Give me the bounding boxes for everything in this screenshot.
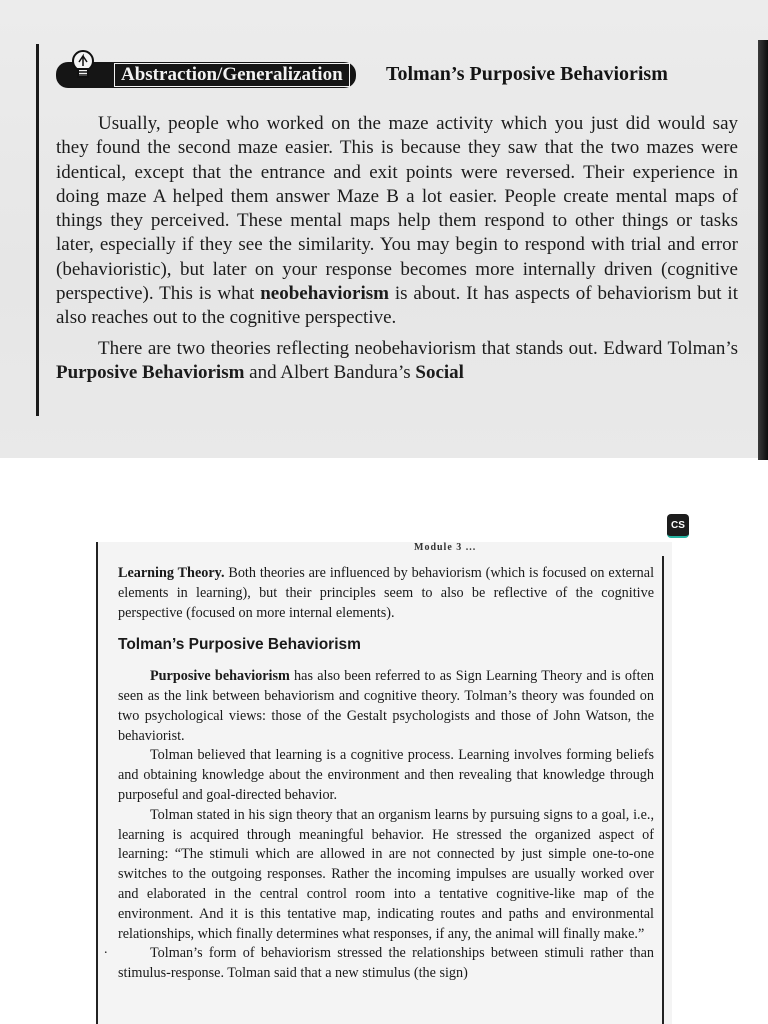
running-head: Module 3 ... <box>414 542 477 553</box>
top-page-scan <box>0 0 768 458</box>
paragraph <box>118 667 654 746</box>
paragraph <box>118 564 654 623</box>
page-edge-shadow <box>758 40 768 460</box>
bottom-body-text <box>104 564 655 984</box>
paragraph-text: There are two theories reflecting neobehaviorism that stands out. Edward Tolman’s <box>98 337 738 359</box>
paragraph-text: is about. It has aspects of behaviorism but it also reaches out to the cognitive perspective. <box>56 283 738 329</box>
lightbulb-icon <box>68 48 98 82</box>
bottom-page-scan <box>96 542 672 1024</box>
paragraph-text: Usually, people who worked on the maze activity which you just did would say they found the second maze easier. This is because they saw that the two mazes were identical, except that the entrance and exit points were reversed. Their experience in doing maze A helped them answer Maze B a lot easier. People create mental maps of things they perceived. These mental maps help them respond to other things or tasks later, especially if they see the similarity. You may begin to respond with trial and error (behavioristic), but later on your response becomes more internally driven (cognitive perspective). This is what <box>56 113 738 305</box>
paragraph-text: Both theories are influenced by behaviorism (which is focused on external elements in learning), but their principles seem to also be reflective of the cognitive perspective (focused on more internal elements). <box>118 565 655 621</box>
section-header <box>56 58 746 90</box>
section-label-pill <box>56 62 356 88</box>
top-body-text <box>56 112 738 385</box>
section-title: Tolman’s Purposive Behaviorism <box>386 63 668 85</box>
bold-term: Social <box>415 361 464 383</box>
paragraph: Tolman stated in his sign theory that an organism learns by pursuing signs to a goal, i.e., learning is acquired through meaningful behavior. He stressed the organized aspect of learning: “The stimuli which are allowed in are not connected by just simple one-to-one switches to the outgoing responses. Rather the incoming impulses are usually worked over and elaborated in the central control room into a tentative cognitive-like map of the environment. And it is this tentative map, indicating routes and paths and environmental relationships, which finally determines what responses, if any, the animal will finally make.” <box>118 806 654 942</box>
right-margin-rule <box>662 556 664 1024</box>
paragraph <box>56 112 738 331</box>
paragraph: Tolman’s form of behaviorism stressed the relationships between stimuli rather than stimulus-response. Tolman said that a new stimulus (the sign) <box>118 945 654 982</box>
bold-term: Learning Theory. <box>118 565 225 581</box>
left-margin-rule <box>36 44 39 416</box>
bold-term: Purposive Behaviorism <box>56 361 245 383</box>
section-label: Abstraction/Generalization <box>114 63 350 87</box>
section-heading: Tolman’s Purposive Behaviorism <box>118 636 361 654</box>
camscanner-logo: CS <box>667 514 689 538</box>
paragraph <box>56 337 738 386</box>
paragraph-text: has also been referred to as Sign Learning Theory and is often seen as the link between behaviorism and cognitive theory. Tolman’s theory was founded on two psychological views: those of the Gestalt psychologists and those of John Watson, the behaviorist. <box>118 668 654 744</box>
margin-dot: . <box>104 942 108 957</box>
left-margin-rule <box>96 542 98 1024</box>
paragraph: Tolman believed that learning is a cognitive process. Learning involves forming beliefs and obtaining knowledge about the environment and then revealing that knowledge through purposeful and goal-directed behavior. <box>118 747 654 803</box>
bold-term: Purposive behaviorism <box>150 668 290 685</box>
paragraph-text: and Albert Bandura’s <box>244 361 416 383</box>
bold-term: neobehaviorism <box>260 283 389 305</box>
